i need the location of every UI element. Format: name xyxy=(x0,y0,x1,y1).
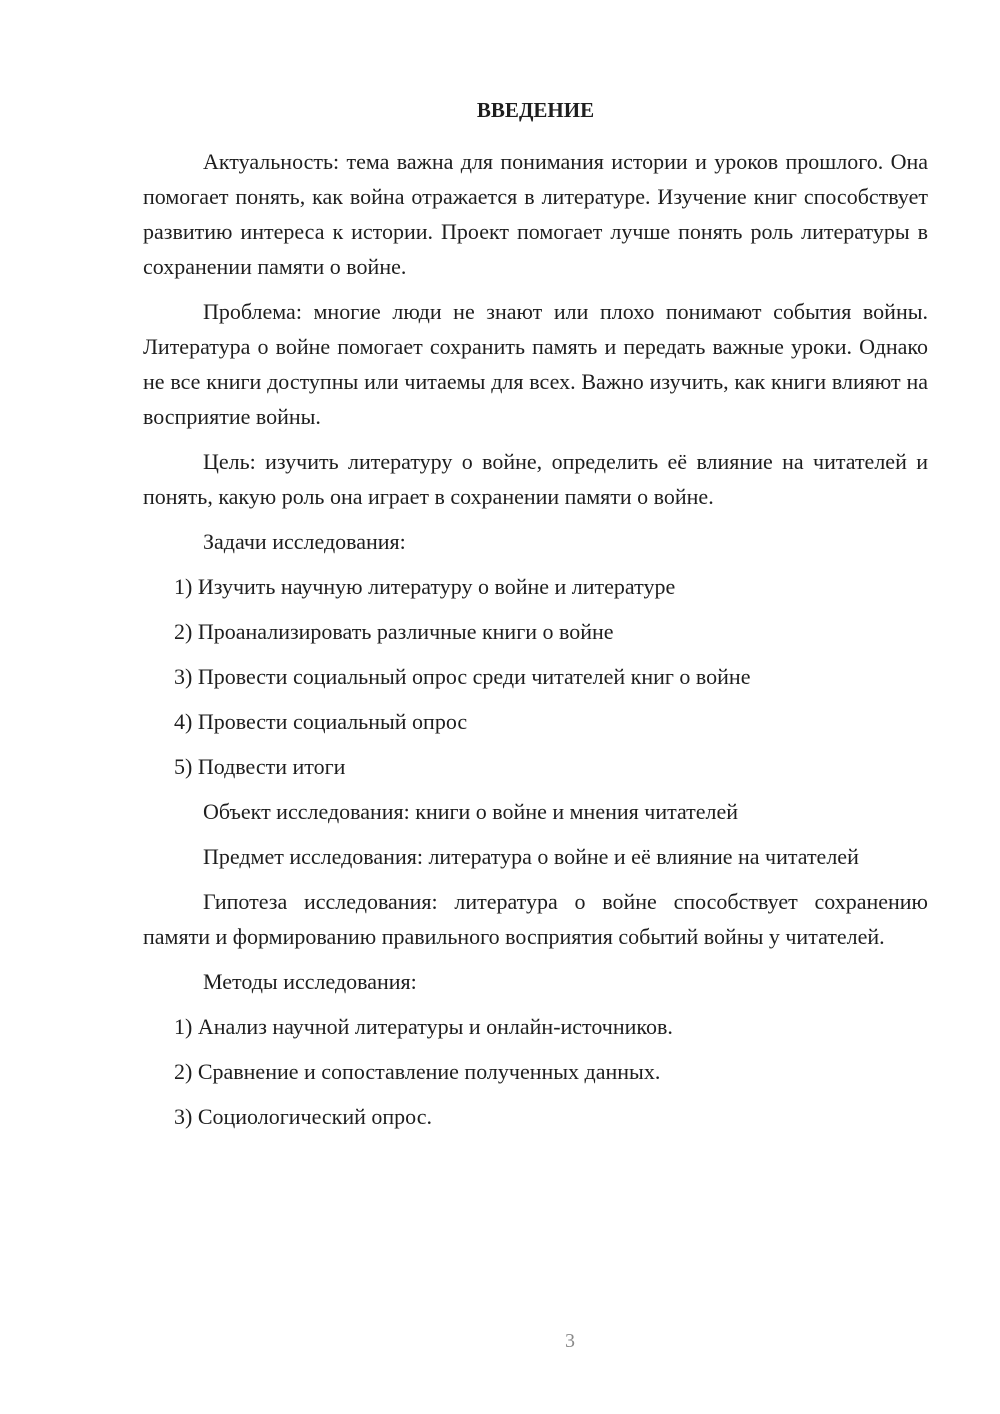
task-item: 1) Изучить научную литературу о войне и литературе xyxy=(174,574,676,599)
task-item: 3) Провести социальный опрос среди читателей книг о войне xyxy=(174,664,751,689)
research-hypothesis: Гипотеза исследования: литература о войне способствует сохранению памяти и формированию правильного восприятия событий войны у читателей. xyxy=(143,889,928,949)
methods-heading: Методы исследования: xyxy=(203,969,417,994)
page-number: 3 xyxy=(565,1330,575,1352)
relevance-paragraph: Актуальность: тема важна для понимания истории и уроков прошлого. Она помогает понять, как война отражается в литературе. Изучение книг способствует развитию интереса к истории. Проект помогает лучше понять роль литературы в сохранении памяти о войне. xyxy=(143,149,928,279)
task-item: 5) Подвести итоги xyxy=(174,754,346,779)
task-item: 2) Проанализировать различные книги о войне xyxy=(174,619,614,644)
document-page xyxy=(143,90,928,1144)
research-subject: Предмет исследования: литература о войне и её влияние на читателей xyxy=(203,844,859,869)
tasks-heading: Задачи исследования: xyxy=(203,529,406,554)
goal-paragraph: Цель: изучить литературу о войне, определить её влияние на читателей и понять, какую роль она играет в сохранении памяти о войне. xyxy=(143,449,928,509)
problem-paragraph: Проблема: многие люди не знают или плохо понимают события войны. Литература о войне помогает сохранить память и передать важные уроки. Однако не все книги доступны или читаемы для всех. Важно изучить, как книги влияют на восприятие войны. xyxy=(143,299,928,429)
research-object: Объект исследования: книги о войне и мнения читателей xyxy=(203,799,739,824)
page-title: ВВЕДЕНИЕ xyxy=(476,98,595,122)
task-item: 4) Провести социальный опрос xyxy=(174,709,468,734)
method-item: 2) Сравнение и сопоставление полученных данных. xyxy=(174,1059,661,1084)
method-item: 1) Анализ научной литературы и онлайн-источников. xyxy=(174,1014,673,1039)
method-item: 3) Социологический опрос. xyxy=(174,1104,432,1129)
